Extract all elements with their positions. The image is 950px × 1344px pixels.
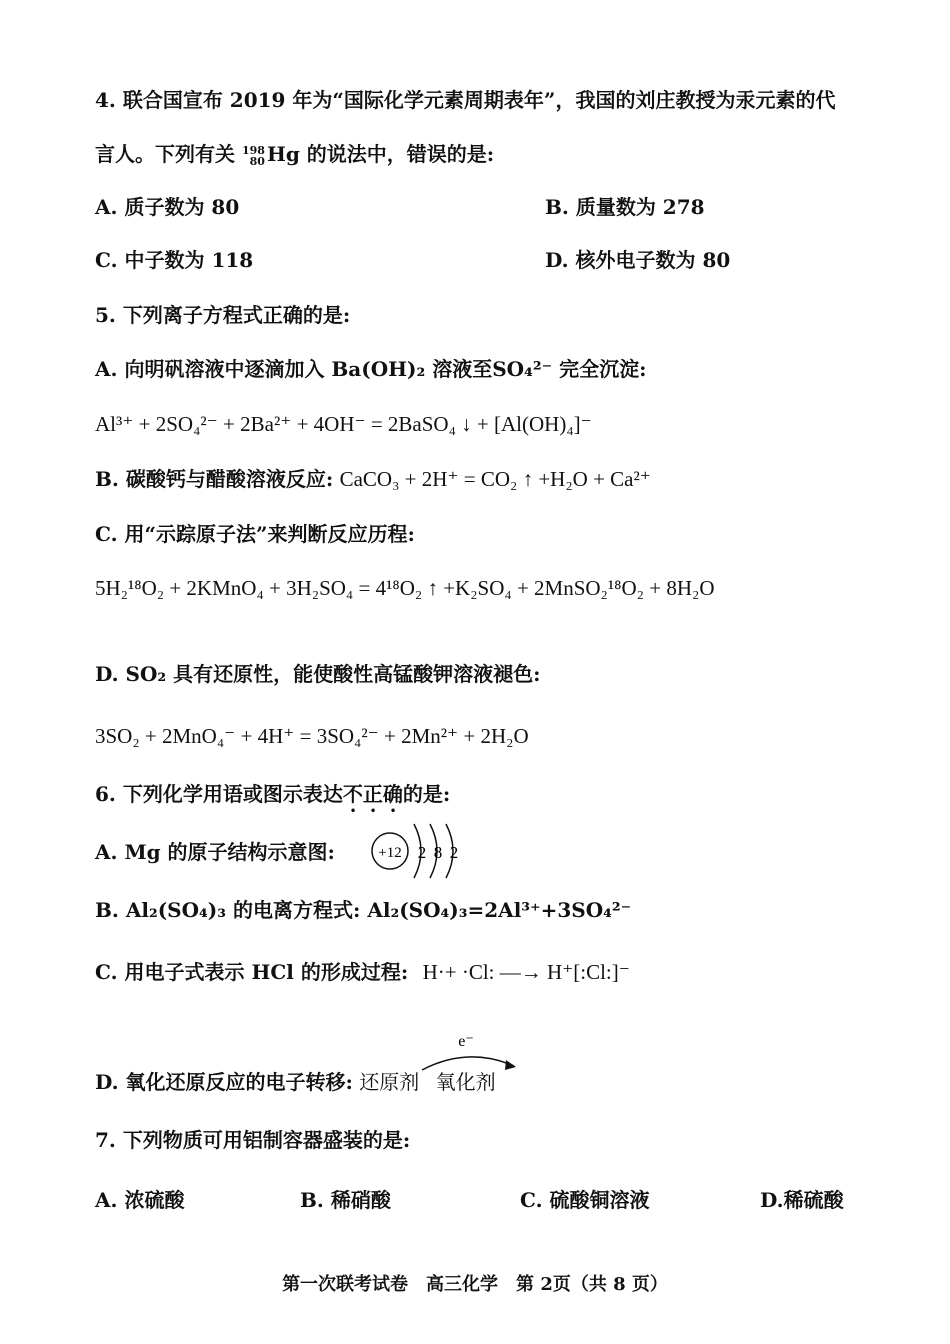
q4-stem-post: 的说法中，错误的是:: [306, 142, 495, 166]
q5-option-d-equation: 3SO₂ + 2MnO₄⁻ + 4H⁺ = 3SO₄²⁻ + 2Mn²⁺ + 2H₂O: [95, 724, 529, 748]
q6-option-d-text: D. 氧化还原反应的电子转移:: [95, 1070, 353, 1094]
oxidizer-label: 氧化剂: [435, 1070, 496, 1094]
q7-option-b[interactable]: B. 稀硝酸: [300, 1188, 391, 1212]
isotope-symbol: Hg: [266, 142, 300, 166]
q5-option-b-row[interactable]: [95, 465, 651, 493]
isotope-mass-number: 198: [241, 143, 265, 157]
q5-option-b-text: B. 碳酸钙与醋酸溶液反应:: [95, 467, 334, 491]
q5-option-a-text[interactable]: A. 向明矾溶液中逐滴加入 Ba(OH)₂ 溶液至SO₄²⁻ 完全沉淀:: [95, 357, 647, 381]
q4-option-d[interactable]: D. 核外电子数为 80: [545, 248, 731, 272]
q4-stem-line2: [95, 140, 494, 168]
q6-stem: [95, 780, 450, 817]
q6-option-a-text[interactable]: A. Mg 的原子结构示意图:: [95, 840, 335, 864]
electron-transfer-arrow: [418, 1030, 528, 1074]
q4-stem-pre: 言人。下列有关: [95, 142, 235, 166]
q4-option-b[interactable]: B. 质量数为 278: [545, 195, 705, 219]
q6-option-c-row[interactable]: [95, 958, 630, 986]
q5-option-d-text[interactable]: D. SO₂ 具有还原性，能使酸性高锰酸钾溶液褪色:: [95, 662, 541, 686]
isotope-notation: [242, 145, 265, 167]
shell-electrons-3: 2: [449, 843, 459, 862]
electron-label: e⁻: [458, 1033, 474, 1050]
page-footer: 第一次联考试卷 高三化学 第 2页（共 8 页）: [282, 1274, 668, 1295]
q5-option-a-equation: Al³⁺ + 2SO₄²⁻ + 2Ba²⁺ + 4OH⁻ = 2BaSO₄ ↓ + [Al(OH)₄]⁻: [95, 412, 592, 436]
q5-option-c-text[interactable]: C. 用“示踪原子法”来判断反应历程:: [95, 522, 415, 546]
q6-option-b[interactable]: B. Al₂(SO₄)₃ 的电离方程式: Al₂(SO₄)₃=2Al³⁺+3SO₄²⁻: [95, 898, 632, 922]
q4-option-a[interactable]: A. 质子数为 80: [95, 195, 240, 219]
q6-stem-post: 的是:: [402, 782, 451, 806]
isotope-atomic-number: 80: [249, 154, 265, 168]
q7-stem: 7. 下列物质可用铝制容器盛装的是:: [95, 1128, 411, 1152]
q7-option-a[interactable]: A. 浓硫酸: [95, 1188, 185, 1212]
shell-electrons-2: 8: [433, 843, 443, 862]
q4-option-c[interactable]: C. 中子数为 118: [95, 248, 254, 272]
hcl-electron-formula: H·+ ·Cl: —→ H⁺[:Cl:]⁻: [422, 960, 630, 984]
q6-option-c-text: C. 用电子式表示 HCl 的形成过程:: [95, 960, 409, 984]
q6-stem-emphasis: 不正确: [342, 782, 403, 806]
q5-option-b-equation: CaCO₃ + 2H⁺ = CO₂ ↑ +H₂O + Ca²⁺: [339, 467, 651, 491]
nucleus-charge: +12: [378, 845, 402, 861]
q6-stem-pre: 6. 下列化学用语或图示表达: [95, 782, 343, 806]
q4-stem-line1: 4. 联合国宣布 2019 年为“国际化学元素周期表年”，我国的刘庄教授为汞元素的代: [95, 88, 836, 112]
q5-stem: 5. 下列离子方程式正确的是:: [95, 303, 351, 327]
q5-option-c-equation: 5H₂¹⁸O₂ + 2KMnO₄ + 3H₂SO₄ = 4¹⁸O₂ ↑ +K₂SO₄ + 2MnSO₂¹⁸O₂ + 8H₂O: [95, 576, 715, 600]
q7-option-d[interactable]: D.稀硫酸: [760, 1188, 844, 1212]
shell-electrons-1: 2: [417, 843, 427, 862]
reducer-label: 还原剂: [359, 1070, 420, 1094]
q7-option-c[interactable]: C. 硫酸铜溶液: [520, 1188, 650, 1212]
mg-atom-structure-diagram: [366, 818, 466, 884]
